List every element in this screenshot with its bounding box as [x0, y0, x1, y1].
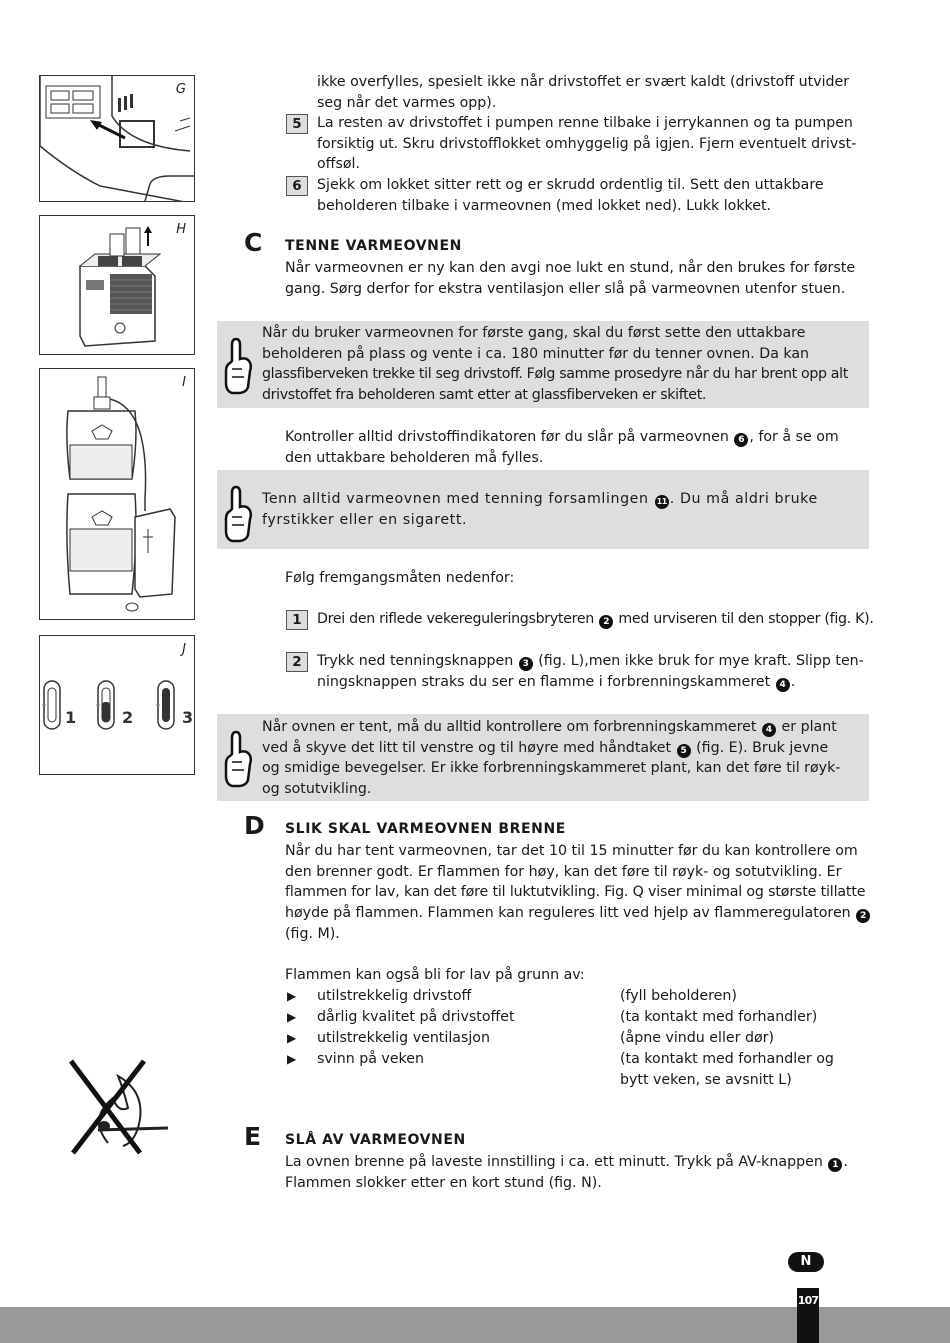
step-c1-number: 1	[286, 610, 308, 630]
section-c-letter: C	[244, 228, 263, 257]
figure-h	[39, 215, 195, 355]
section-c-text: Når varmeovnen er ny kan den avgi noe lukt en stund, når den brukes for første gang. Sørg derfor for ekstra ventilasjon eller slå på varmeovnen utenfor stuen.	[285, 260, 856, 297]
heater-lid-illustration	[40, 76, 195, 202]
figure-i-label: I	[182, 375, 186, 390]
step-c1-text: Drei den riflede vekereguleringsbryteren 2 med urviseren til den stopper (fig. K).	[317, 611, 874, 627]
section-d-heading: SLIK SKAL VARMEOVNEN BRENNE	[285, 821, 566, 837]
section-d-text: Når du har tent varmeovnen, tar det 10 til 15 minutter før du kan kontrollere om den brenner godt. Er flammen for høy, kan det føre til røyk- og sotutvikling. Er flammen for lav, kan det føre til luktutvikling. Fig. Q viser minimal og største tillatte høyde på flammen. Flammen kan reguleres litt ved hjelp av flammeregulatoren 2 (fig. M).	[285, 841, 880, 945]
low-flame-intro: Flammen kan også bli for lav på grunn av:	[285, 967, 585, 983]
section-c-heading: TENNE VARMEOVNEN	[285, 238, 462, 254]
pointing-hand-icon	[224, 730, 254, 788]
figure-h-label: H	[176, 222, 186, 237]
bullet-arrow-icon: ▶	[287, 1052, 297, 1066]
ref-3-icon: 3	[519, 657, 533, 671]
indicator-number-1: 1	[65, 708, 77, 727]
cause-2: dårlig kvalitet på drivstoffet	[317, 1009, 515, 1025]
cause-3: utilstrekkelig ventilasjon	[317, 1030, 490, 1046]
figure-j-label: J	[182, 642, 186, 657]
fuel-indicator-illustration	[40, 636, 195, 775]
pointing-hand-icon	[224, 337, 254, 395]
pointing-hand-icon	[224, 485, 254, 543]
figure-g-label: G	[175, 82, 186, 97]
note-first-use-text: Når du bruker varmeovnen for første gang, skal du først sette den uttakbare beholderen på plass og vente i ca. 180 minutter før du tenner ovnen. Da kan glassfiberveken trekke til seg drivstoff. Følg samme prosedyre når du har brent opp alt drivstoffet fra beholderen samt etter at glassfiberveken er skiftet.	[262, 325, 848, 404]
pump-and-jerrycan-illustration	[40, 369, 195, 620]
ref-1-icon: 1	[828, 1158, 842, 1172]
intro-text: ikke overfylles, spesielt ikke når drivstoffet er svært kaldt (drivstoff utvider seg når det varmes opp).	[317, 74, 850, 111]
figure-i	[39, 368, 195, 620]
remedy-2: (ta kontakt med forhandler)	[620, 1009, 818, 1025]
heater-tank-insert-illustration	[40, 216, 195, 355]
indicator-number-2: 2	[122, 708, 134, 727]
ref-11-icon: 11	[655, 495, 669, 509]
step-c2-text: Trykk ned tenningsknappen 3 (fig. L),men ikke bruk for mye kraft. Slipp ten- ningsknappen straks du ser en flamme i forbrenningskammeret 4 .	[317, 653, 864, 690]
section-e-heading: SLÅ AV VARMEOVNEN	[285, 1132, 466, 1148]
remedy-4: (ta kontakt med forhandler og	[620, 1051, 834, 1067]
cause-4: svinn på veken	[317, 1051, 424, 1067]
bullet-arrow-icon: ▶	[287, 989, 297, 1003]
step-6-number: 6	[286, 176, 308, 196]
no-matches-icon	[68, 1058, 170, 1158]
note-combustion-text: Når ovnen er tent, må du alltid kontrollere om forbrenningskammeret 4 er plant ved å skyve det litt til venstre og til høyre med håndtaket 5 (fig. E). Bruk jevne og smidige bevegelser. Er ikke forbrenningskammeret plant, kan det føre til røyk- og sotutvikling.	[262, 719, 841, 798]
indicator-number-3: 3	[182, 708, 194, 727]
bullet-arrow-icon: ▶	[287, 1031, 297, 1045]
figure-j	[39, 635, 195, 775]
cause-1: utilstrekkelig drivstoff	[317, 988, 472, 1004]
follow-procedure-text: Følg fremgangsmåten nedenfor:	[285, 570, 515, 586]
figure-g	[39, 75, 195, 202]
section-e-letter: E	[244, 1122, 262, 1151]
step-c2-number: 2	[286, 652, 308, 672]
ref-4-icon: 4	[776, 678, 790, 692]
note-ignition-text: Tenn alltid varmeovnen med tenning forsamlingen 11 . Du må aldri bruke fyrstikker eller en sigarett.	[262, 491, 818, 528]
section-e-text: La ovnen brenne på laveste innstilling i ca. ett minutt. Trykk på AV-knappen 1 . Flammen slokker etter en kort stund (fig. N).	[285, 1154, 848, 1191]
ref-4-icon: 4	[762, 723, 776, 737]
step-6-text: Sjekk om lokket sitter rett og er skrudd ordentlig til. Sett den uttakbare beholderen tilbake i varmeovnen (med lokket ned). Lukk lokket.	[317, 177, 824, 214]
page-number: 107	[797, 1288, 819, 1343]
step-5-number: 5	[286, 114, 308, 134]
step-5-text: La resten av drivstoffet i pumpen renne tilbake i jerrykannen og ta pumpen forsiktig ut. Skru drivstofflokket omhyggelig på igjen. Fjern eventuelt drivst- offsøl.	[317, 115, 857, 173]
remedy-3: (åpne vindu eller dør)	[620, 1030, 775, 1046]
check-indicator-text: Kontroller alltid drivstoffindikatoren før du slår på varmeovnen 6 , for å se om den uttakbare beholderen må fylles.	[285, 429, 839, 466]
remedy-1: (fyll beholderen)	[620, 988, 737, 1004]
remedy-4-continued: bytt veken, se avsnitt L)	[620, 1072, 792, 1088]
section-d-letter: D	[244, 811, 265, 840]
bullet-arrow-icon: ▶	[287, 1010, 297, 1024]
ref-6-icon: 6	[734, 433, 748, 447]
language-badge: N	[788, 1252, 824, 1272]
ref-5-icon: 5	[677, 744, 691, 758]
ref-2-icon: 2	[599, 615, 613, 629]
ref-2-icon: 2	[856, 909, 870, 923]
